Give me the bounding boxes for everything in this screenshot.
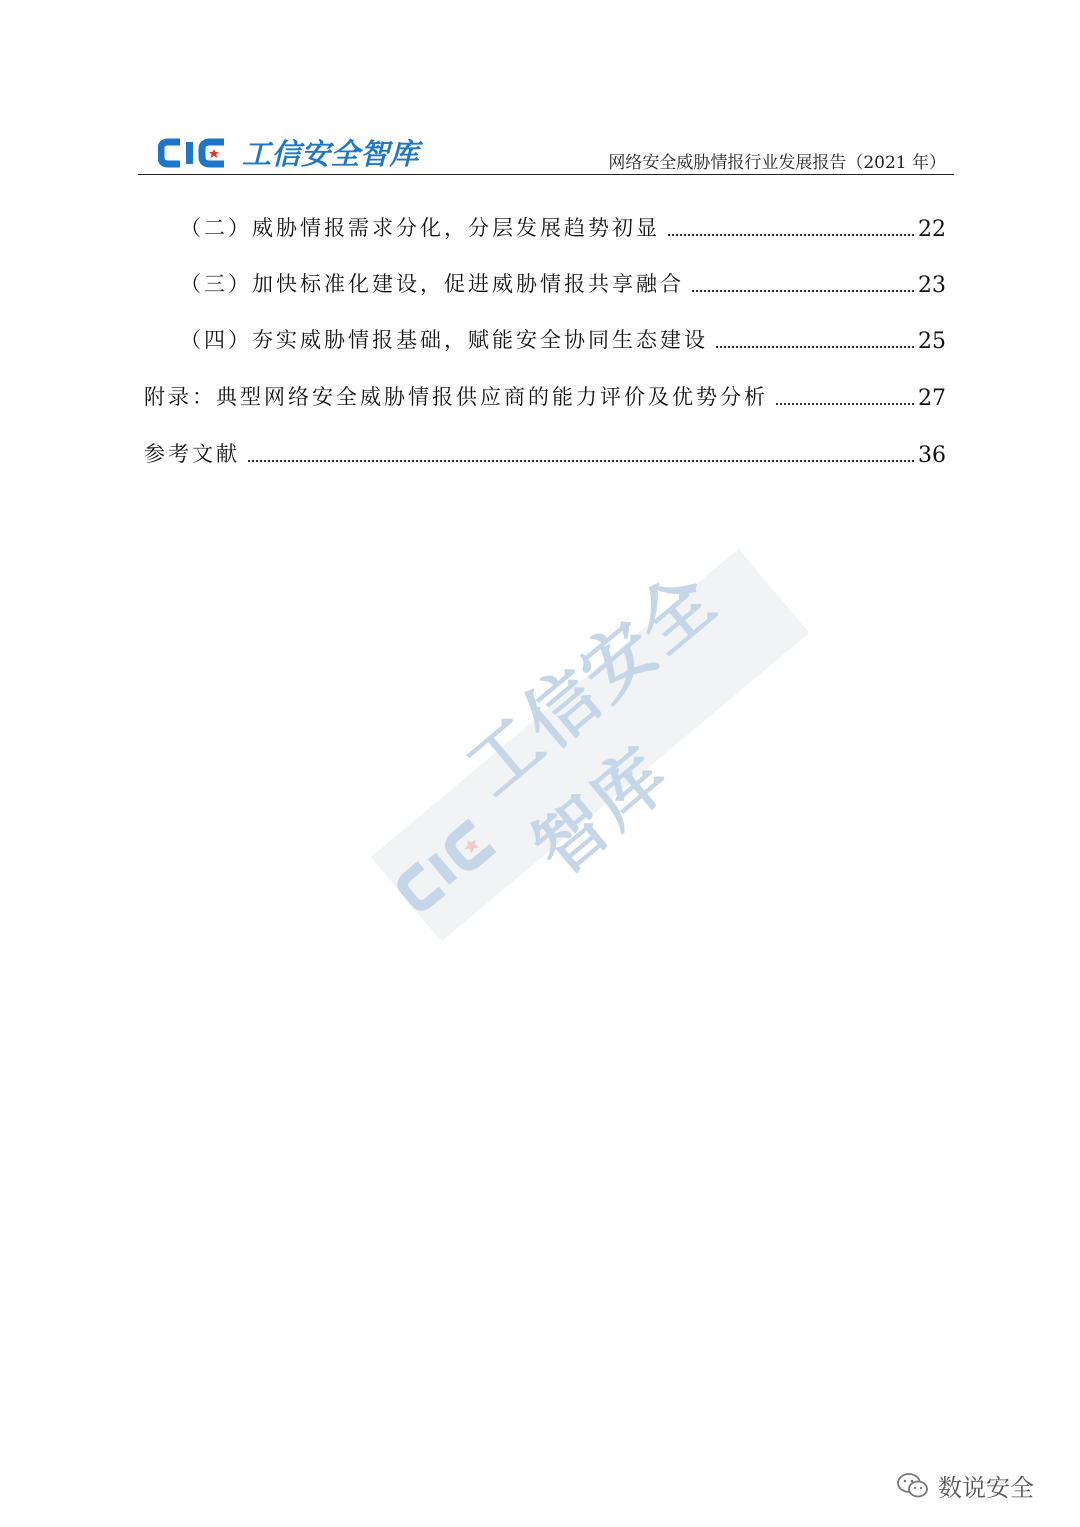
- toc-entry-page: 25: [918, 329, 946, 354]
- report-title: 网络安全威胁情报行业发展报告（2021 年）: [608, 153, 946, 173]
- watermark: [371, 549, 809, 942]
- toc-entry-label: （三）加快标准化建设，促进威胁情报共享融合: [180, 272, 684, 296]
- toc-leader: [668, 234, 914, 236]
- toc-entry-label: 参考文献: [144, 442, 240, 466]
- toc-entry-page: 22: [918, 217, 946, 242]
- toc-entry-label: （二）威胁情报需求分化，分层发展趋势初显: [180, 216, 660, 240]
- logo-name: 工信安全智库: [242, 137, 420, 171]
- wechat-icon: [896, 1471, 930, 1501]
- toc-entry-page: 27: [918, 386, 946, 411]
- toc-entry[interactable]: [180, 208, 946, 242]
- cic-logo: [158, 132, 419, 173]
- toc-entry-label: 附录：典型网络安全威胁情报供应商的能力评价及优势分析: [144, 385, 768, 409]
- toc-leader: [692, 290, 914, 292]
- toc-leader: [776, 403, 914, 405]
- watermark-text: 工信安全智库: [450, 556, 732, 892]
- toc-entry-page: 23: [918, 273, 946, 298]
- toc-entry-page: 36: [918, 443, 946, 468]
- toc-entry-label: （四）夯实威胁情报基础，赋能安全协同生态建设: [180, 328, 708, 352]
- cic-logo-mark-icon: [158, 136, 236, 170]
- toc-entry[interactable]: [180, 320, 946, 354]
- toc-entry[interactable]: [144, 377, 946, 411]
- page-header: [138, 130, 954, 175]
- toc-leader: [248, 460, 914, 462]
- toc-entry[interactable]: [144, 434, 946, 468]
- toc-leader: [716, 346, 914, 348]
- toc-entry[interactable]: [180, 264, 946, 298]
- wechat-account-badge: [896, 1468, 1034, 1503]
- wechat-account-name: 数说安全: [938, 1474, 1034, 1502]
